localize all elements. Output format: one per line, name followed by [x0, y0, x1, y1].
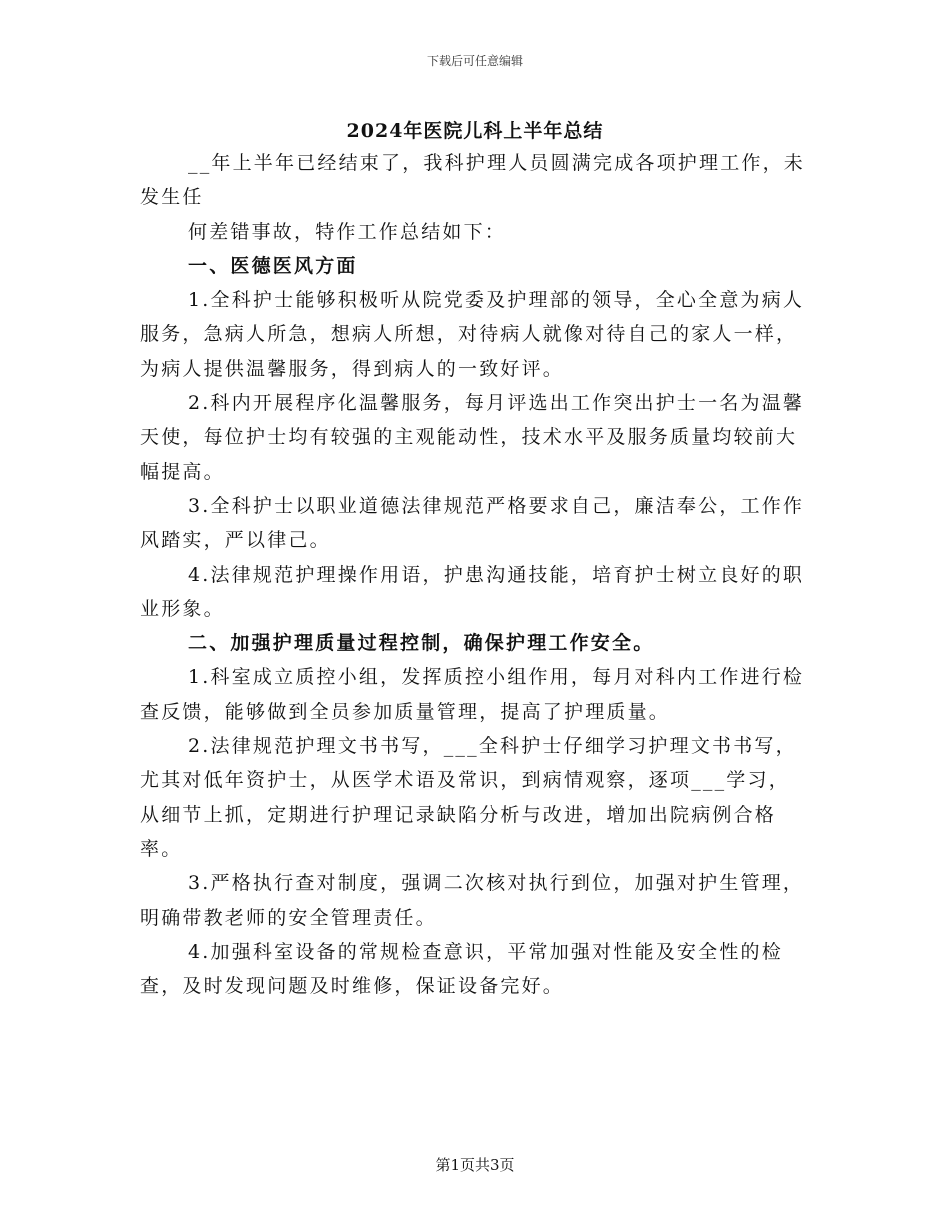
- body-paragraph: 何差错事故，特作工作总结如下：: [188, 220, 507, 243]
- section-heading: 二、加强护理质量过程控制，确保护理工作安全。: [188, 632, 655, 655]
- body-paragraph: 2.科内开展程序化温馨服务，每月评选出工作突出护士一名为温馨天使，每位护士均有较强的主观能动性，技术水平及服务质量均较前大幅提高。: [140, 392, 805, 483]
- body-paragraph: 1.全科护士能够积极听从院党委及护理部的领导，全心全意为病人服务，急病人所急，想病人所想，对待病人就像对待自己的家人一样，为病人提供温馨服务，得到病人的一致好评。: [140, 289, 805, 380]
- document-body: [140, 146, 805, 1003]
- document-title: 2024年医院儿科上半年总结: [346, 120, 604, 142]
- body-paragraph: 2.法律规范护理文书书写，___全科护士仔细学习护理文书书写，尤其对低年资护士，从医学术语及常识，到病情观察，逐项___学习，从细节上抓，定期进行护理记录缺陷分析与改进，增加出院病例合格率。: [140, 735, 797, 860]
- page-number: 第1页共3页: [435, 1156, 515, 1174]
- body-paragraph: 3.严格执行查对制度，强调二次核对执行到位，加强对护生管理，明确带教老师的安全管理责任。: [140, 872, 805, 929]
- header-note: 下载后可任意编辑: [426, 54, 523, 68]
- body-paragraph: 4.加强科室设备的常规检查意识，平常加强对性能及安全性的检查，及时发现问题及时维修，保证设备完好。: [140, 940, 783, 998]
- section-heading: 一、医德医风方面: [188, 254, 358, 277]
- body-paragraph: 4.法律规范护理操作用语，护患沟通技能，培育护士树立良好的职业形象。: [140, 563, 805, 620]
- body-paragraph: 3.全科护士以职业道德法律规范严格要求自己，廉洁奉公，工作作风踏实，严以律己。: [140, 494, 805, 552]
- body-paragraph: __年上半年已经结束了，我科护理人员圆满完成各项护理工作，未发生任: [140, 152, 806, 209]
- body-paragraph: 1.科室成立质控小组，发挥质控小组作用，每月对科内工作进行检查反馈，能够做到全员参加质量管理，提高了护理质量。: [140, 666, 805, 723]
